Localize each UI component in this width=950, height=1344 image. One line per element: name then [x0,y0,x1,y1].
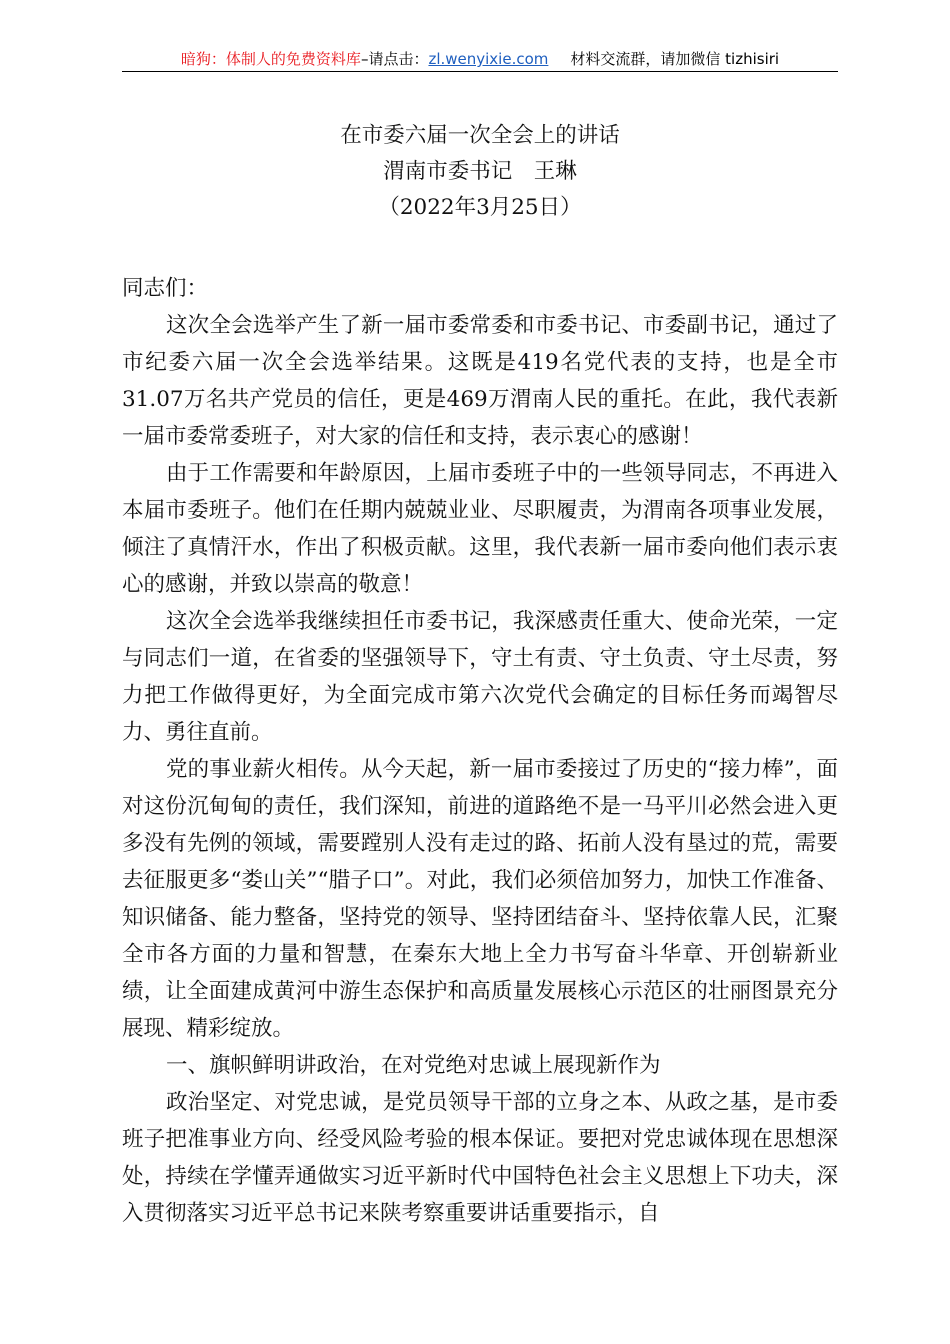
paragraph: 由于工作需要和年龄原因，上届市委班子中的一些领导同志，不再进入本届市委班子。他们在任期内兢兢业业、尽职履责，为渭南各项事业发展，倾注了真情汗水，作出了积极贡献。这里，我代表新一届市委向他们表示衷心的感谢，并致以崇高的敬意！ [122,461,838,597]
paragraph: 这次全会选举我继续担任市委书记，我深感责任重大、使命光荣，一定与同志们一道，在省委的坚强领导下，守土有责、守土负责、守土尽责，努力把工作做得更好，为全面完成市第六次党代会确定的目标任务而竭智尽力、勇往直前。 [122,609,838,745]
document-author: 渭南市委书记 王琳 [383,159,577,184]
section-heading: 一、旗帜鲜明讲政治，在对党绝对忠诚上展现新作为 [166,1053,661,1078]
salutation: 同志们： [122,276,209,301]
header-prompt: –请点击： [360,50,429,68]
paragraph: 政治坚定、对党忠诚，是党员领导干部的立身之本、从政之基，是市委班子把准事业方向、经受风险考验的根本保证。要把对党忠诚体现在思想深处，持续在学懂弄通做实习近平新时代中国特色社会主义思想上下功夫，深入贯彻落实习近平总书记来陕考察重要讲话重要指示，自 [122,1090,838,1226]
header-rule [122,71,838,72]
title-block [122,118,838,226]
paragraph: 党的事业薪火相传。从今天起，新一届市委接过了历史的“接力棒”，面对这份沉甸甸的责任，我们深知，前进的道路绝不是一马平川必然会进入更多没有先例的领域，需要蹚别人没有走过的路、拓前人没有垦过的荒，需要去征服更多“娄山关”“腊子口”。对此，我们必须倍加努力，加快工作准备、知识储备、能力整备，坚持党的领导、坚持团结奋斗、坚持依靠人民，汇聚全市各方面的力量和智慧，在秦东大地上全力书写奋斗华章、开创崭新业绩，让全面建成黄河中游生态保护和高质量发展核心示范区的壮丽图景充分展现、精彩绽放。 [122,757,838,1041]
document-title: 在市委六届一次全会上的讲话 [340,123,620,148]
document-page [122,118,838,1232]
header-brand: 暗狗：体制人的免费资料库 [180,50,361,68]
paragraph: 这次全会选举产生了新一届市委常委和市委书记、市委副书记，通过了市纪委六届一次全会选举结果。这既是419名党代表的支持，也是全市31.07万名共产党员的信任，更是469万渭南人民的重托。在此，我代表新一届市委常委班子，对大家的信任和支持，表示衷心的感谢！ [122,313,838,449]
header-link[interactable]: zl.wenyixie.com [428,50,549,68]
document-date: （2022年3月25日） [378,195,582,220]
watermark-header [122,46,838,72]
header-note: 材料交流群，请加微信 tizhisiri [570,50,780,68]
